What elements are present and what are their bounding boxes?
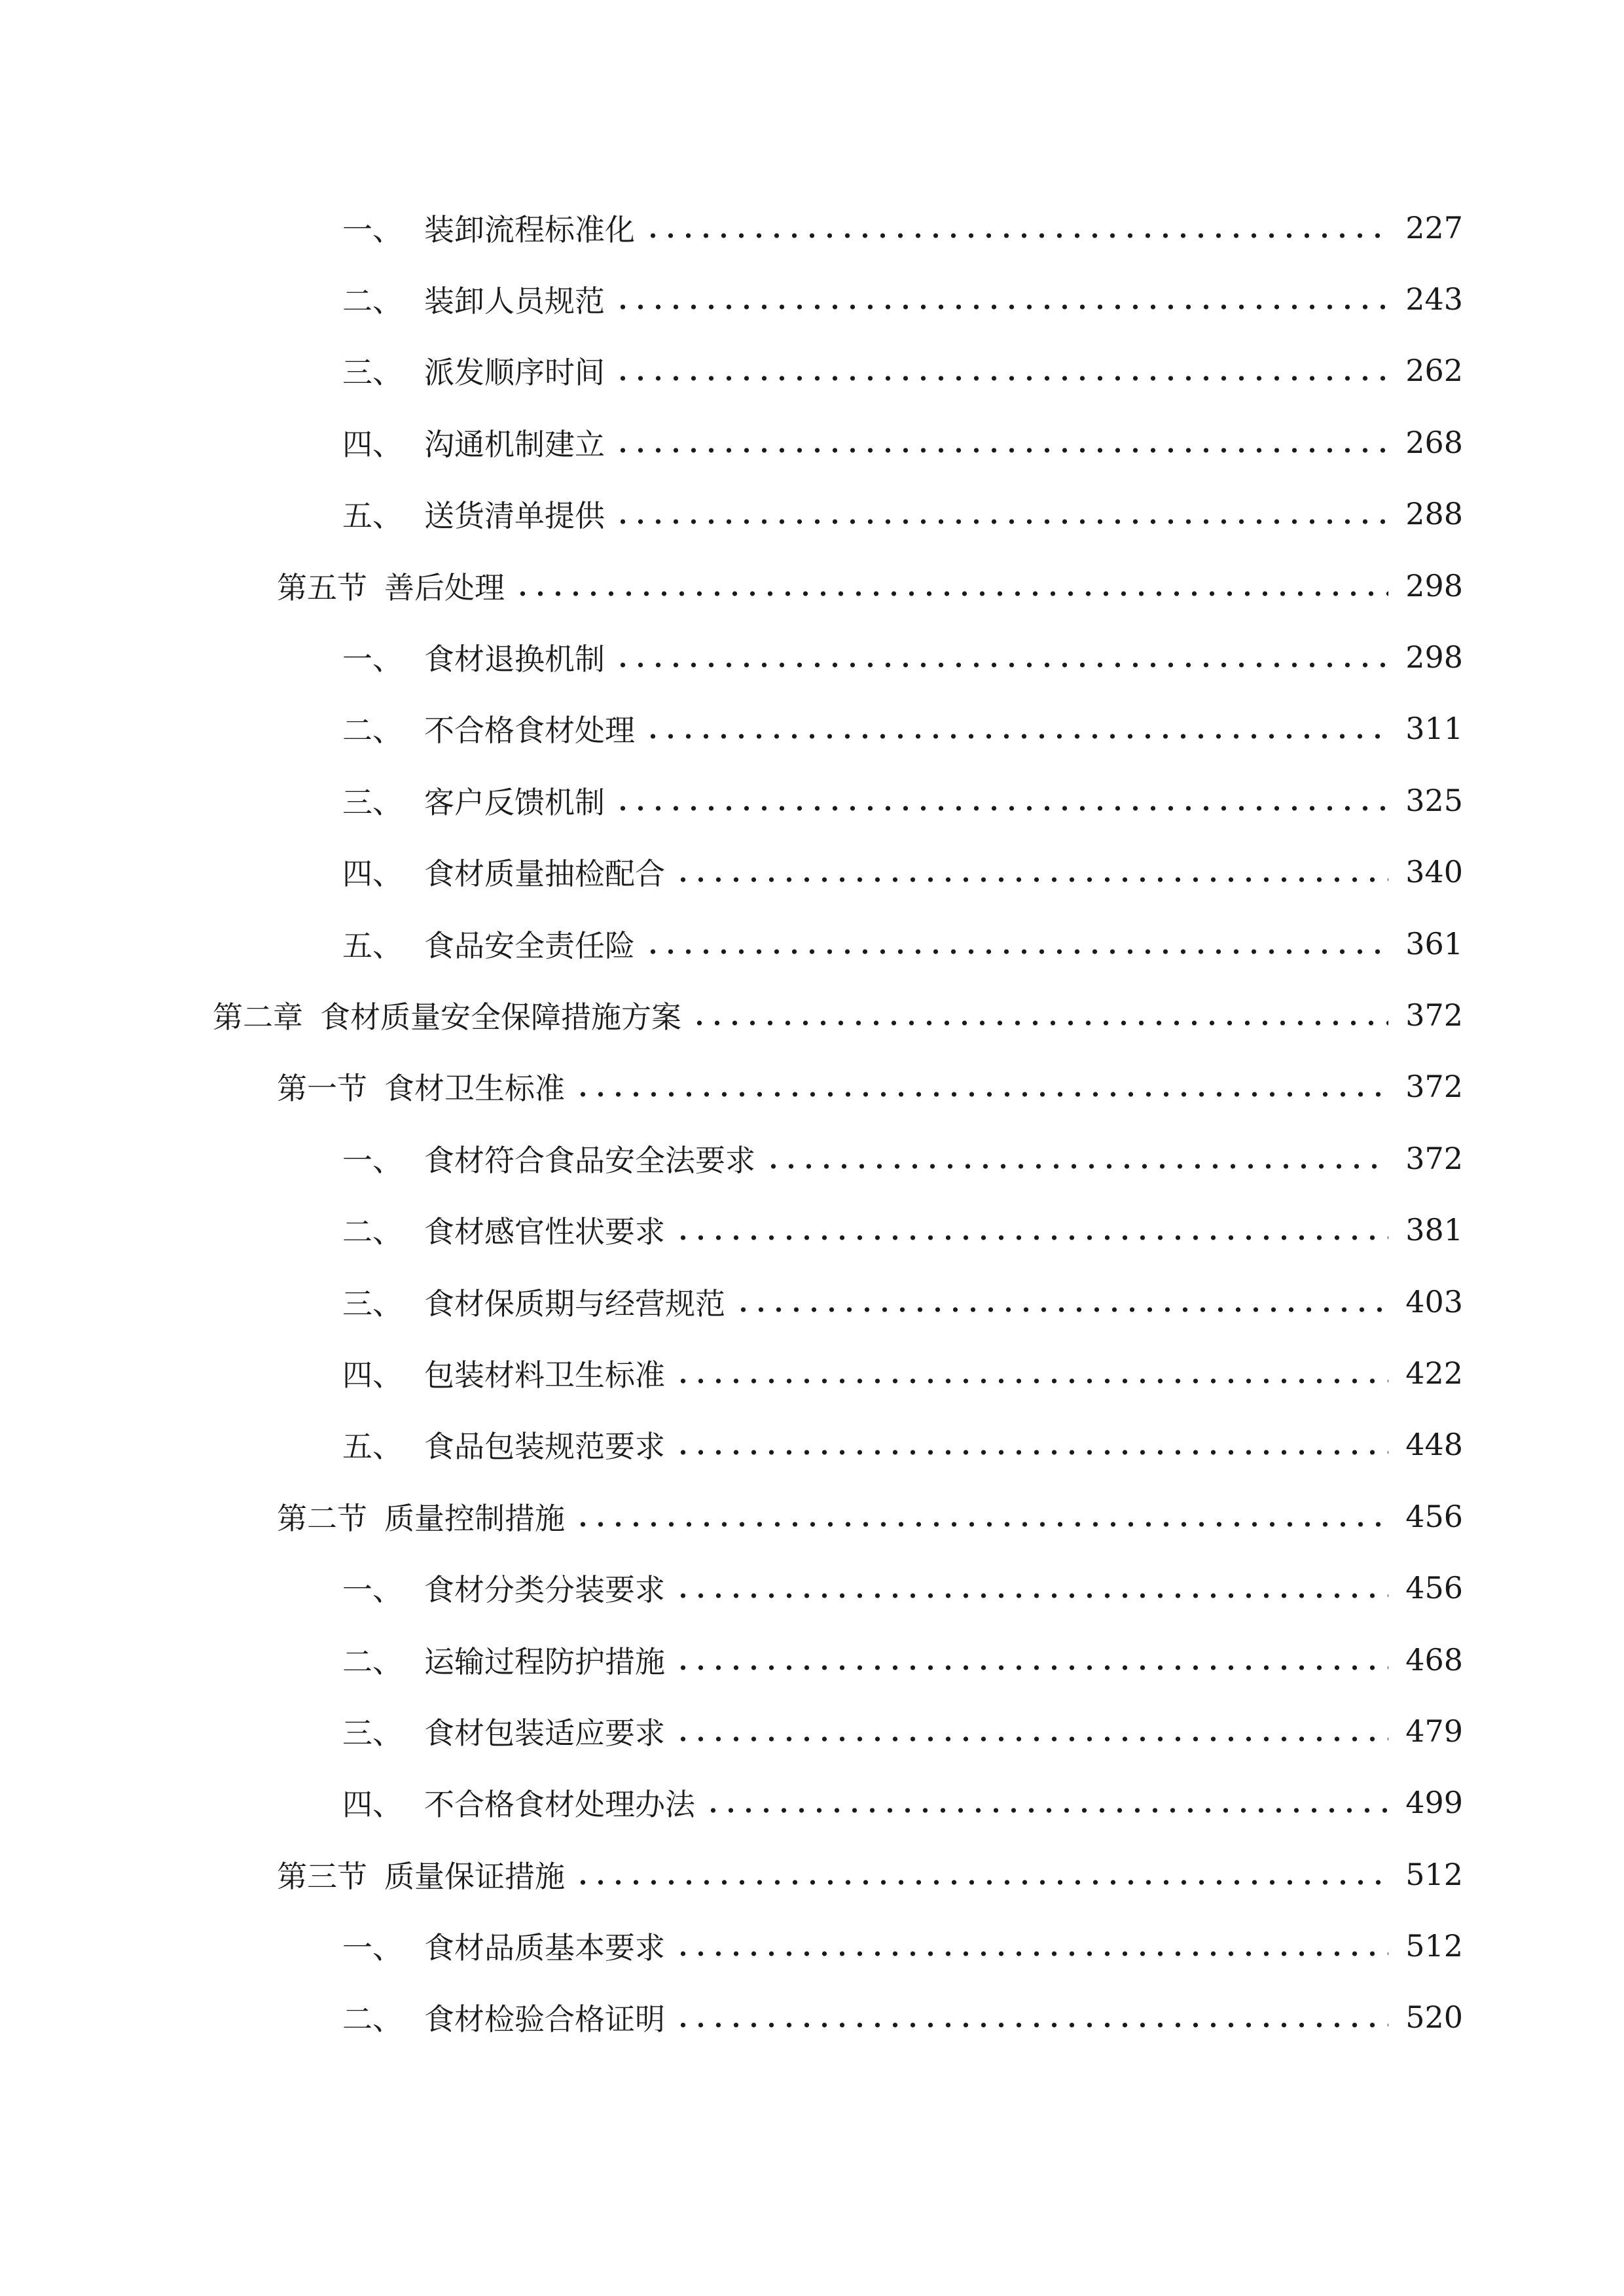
- toc-entry-number: 四、: [342, 426, 403, 462]
- toc-entry-number: 第一节: [277, 1071, 367, 1107]
- toc-entry-number: 一、: [342, 1572, 403, 1608]
- dot-leader: [614, 375, 1388, 382]
- toc-entry-title: 食材分类分装要求: [424, 1572, 665, 1608]
- toc-entry-page-number: 381: [1405, 1212, 1463, 1248]
- toc-entry-page-number: 298: [1405, 567, 1463, 603]
- toc-entry-title: 食材保质期与经营规范: [424, 1285, 725, 1321]
- toc-entry-heading: [0, 1566, 665, 1609]
- toc-entry-number: 二、: [342, 1643, 403, 1679]
- dot-leader: [734, 1306, 1388, 1313]
- toc-entry-heading: [0, 850, 665, 893]
- toc-entry-page-number: 372: [1405, 1140, 1463, 1176]
- toc-entry-item[interactable]: [0, 908, 1624, 979]
- toc-entry-heading: [0, 779, 605, 822]
- toc-entry-item[interactable]: [0, 1767, 1624, 1839]
- toc-entry-item[interactable]: [0, 335, 1624, 406]
- toc-entry-item[interactable]: [0, 406, 1624, 478]
- toc-entry-title: 沟通机制建立: [424, 426, 605, 462]
- toc-entry-heading: [0, 349, 605, 392]
- toc-entry-item[interactable]: [0, 1337, 1624, 1408]
- toc-entry-number: 第二章: [213, 999, 303, 1035]
- toc-entry-title: 食材品质基本要求: [424, 1930, 665, 1966]
- toc-entry-heading: [0, 564, 505, 607]
- dot-leader: [674, 1736, 1388, 1742]
- dot-leader: [674, 1378, 1388, 1384]
- toc-entry-item[interactable]: [0, 1552, 1624, 1623]
- toc-entry-page-number: 311: [1405, 711, 1463, 747]
- toc-entry-page-number: 243: [1405, 281, 1463, 317]
- toc-entry-title: 食材检验合格证明: [424, 2001, 665, 2037]
- toc-entry-title: 装卸流程标准化: [424, 211, 635, 247]
- toc-entry-title: 食品包装规范要求: [424, 1429, 665, 1465]
- toc-entry-title: 包装材料卫生标准: [424, 1357, 665, 1393]
- toc-entry-number: 二、: [342, 283, 403, 319]
- toc-entry-heading: [0, 421, 605, 464]
- toc-entry-page-number: 325: [1405, 782, 1463, 818]
- dot-leader: [691, 1020, 1388, 1026]
- toc-entry-heading: [0, 1781, 695, 1824]
- dot-leader: [674, 1664, 1388, 1671]
- toc-entry-item[interactable]: [0, 1266, 1624, 1337]
- dot-leader: [574, 1521, 1388, 1528]
- toc-entry-number: 三、: [342, 784, 403, 820]
- toc-entry-heading: [0, 1137, 755, 1180]
- toc-entry-number: 二、: [342, 713, 403, 749]
- dot-leader: [644, 733, 1388, 740]
- toc-entry-page-number: 340: [1405, 854, 1463, 890]
- toc-entry-title: 运输过程防护措施: [424, 1643, 665, 1679]
- table-of-contents: [0, 192, 1624, 2053]
- toc-entry-title: 不合格食材处理办法: [424, 1787, 695, 1823]
- toc-entry-section[interactable]: [0, 1051, 1624, 1122]
- dot-leader: [574, 1879, 1388, 1886]
- toc-entry-heading: [0, 707, 635, 750]
- toc-entry-number: 四、: [342, 856, 403, 892]
- toc-entry-heading: [0, 922, 635, 965]
- toc-entry-page-number: 268: [1405, 424, 1463, 460]
- toc-entry-item[interactable]: [0, 1910, 1624, 1981]
- toc-entry-title: 质量保证措施: [384, 1858, 565, 1894]
- dot-leader: [704, 1807, 1388, 1814]
- toc-entry-heading: [0, 1710, 665, 1753]
- toc-entry-number: 三、: [342, 1715, 403, 1751]
- toc-entry-title: 食材感官性状要求: [424, 1214, 665, 1250]
- toc-entry-title: 食材质量安全保障措施方案: [320, 999, 681, 1035]
- toc-entry-number: 二、: [342, 1214, 403, 1250]
- toc-entry-item[interactable]: [0, 1122, 1624, 1194]
- toc-entry-title: 派发顺序时间: [424, 355, 605, 391]
- toc-entry-page-number: 372: [1405, 1069, 1463, 1105]
- toc-entry-title: 送货清单提供: [424, 498, 605, 534]
- toc-entry-heading: [0, 1924, 665, 1967]
- dot-leader: [674, 876, 1388, 883]
- toc-entry-page-number: 448: [1405, 1427, 1463, 1463]
- dot-leader: [674, 1592, 1388, 1599]
- toc-entry-page-number: 288: [1405, 496, 1463, 532]
- toc-entry-title: 质量控制措施: [384, 1500, 565, 1536]
- dot-leader: [614, 805, 1388, 812]
- toc-entry-number: 四、: [342, 1787, 403, 1823]
- toc-entry-title: 食材卫生标准: [384, 1071, 565, 1107]
- toc-entry-number: 三、: [342, 355, 403, 391]
- toc-entry-page-number: 456: [1405, 1498, 1463, 1534]
- toc-entry-title: 食材包装适应要求: [424, 1715, 665, 1751]
- toc-entry-heading: [0, 1280, 725, 1323]
- toc-entry-number: 一、: [342, 1142, 403, 1178]
- dot-leader: [674, 1234, 1388, 1241]
- toc-entry-heading: [0, 1853, 565, 1896]
- toc-entry-page-number: 361: [1405, 925, 1463, 961]
- toc-entry-page-number: 403: [1405, 1283, 1463, 1319]
- dot-leader: [674, 1449, 1388, 1456]
- dot-leader: [574, 1091, 1388, 1098]
- toc-entry-heading: [0, 492, 605, 535]
- toc-entry-item[interactable]: [0, 478, 1624, 550]
- toc-entry-item[interactable]: [0, 836, 1624, 908]
- dot-leader: [644, 948, 1388, 955]
- toc-entry-heading: [0, 1996, 665, 2039]
- toc-entry-section[interactable]: [0, 550, 1624, 621]
- toc-entry-title: 食品安全责任险: [424, 927, 635, 963]
- toc-entry-number: 五、: [342, 927, 403, 963]
- toc-entry-chapter[interactable]: [0, 979, 1624, 1050]
- toc-entry-heading: [0, 206, 635, 249]
- dot-leader: [674, 1950, 1388, 1957]
- toc-entry-item[interactable]: [0, 1194, 1624, 1265]
- toc-entry-heading: [0, 636, 605, 679]
- toc-entry-page-number: 468: [1405, 1641, 1463, 1677]
- toc-entry-page-number: 479: [1405, 1713, 1463, 1749]
- toc-entry-title: 食材退换机制: [424, 641, 605, 677]
- toc-entry-title: 善后处理: [384, 569, 505, 605]
- toc-entry-page-number: 499: [1405, 1785, 1463, 1821]
- toc-entry-section[interactable]: [0, 1480, 1624, 1552]
- toc-entry-page-number: 512: [1405, 1928, 1463, 1964]
- toc-entry-number: 一、: [342, 1930, 403, 1966]
- toc-entry-page-number: 512: [1405, 1856, 1463, 1892]
- dot-leader: [644, 232, 1388, 239]
- dot-leader: [614, 518, 1388, 525]
- toc-entry-item[interactable]: [0, 263, 1624, 334]
- dot-leader: [614, 447, 1388, 454]
- toc-entry-heading: [0, 1423, 665, 1466]
- toc-entry-number: 一、: [342, 211, 403, 247]
- dot-leader: [765, 1163, 1388, 1170]
- dot-leader: [614, 662, 1388, 668]
- toc-entry-number: 三、: [342, 1285, 403, 1321]
- toc-entry-item[interactable]: [0, 764, 1624, 836]
- toc-entry-item[interactable]: [0, 621, 1624, 692]
- toc-entry-heading: [0, 994, 681, 1037]
- toc-entry-item[interactable]: [0, 192, 1624, 263]
- toc-entry-title: 食材符合食品安全法要求: [424, 1142, 755, 1178]
- toc-entry-heading: [0, 1065, 565, 1108]
- toc-entry-page-number: 422: [1405, 1355, 1463, 1391]
- toc-entry-heading: [0, 278, 605, 321]
- toc-entry-page-number: 298: [1405, 639, 1463, 675]
- toc-entry-title: 食材质量抽检配合: [424, 856, 665, 892]
- toc-entry-title: 不合格食材处理: [424, 713, 635, 749]
- toc-entry-item[interactable]: [0, 1695, 1624, 1767]
- toc-entry-title: 装卸人员规范: [424, 283, 605, 319]
- toc-entry-number: 第三节: [277, 1858, 367, 1894]
- dot-leader: [674, 2022, 1388, 2028]
- toc-entry-heading: [0, 1208, 665, 1251]
- toc-entry-item[interactable]: [0, 1409, 1624, 1480]
- toc-entry-section[interactable]: [0, 1839, 1624, 1910]
- toc-entry-page-number: 227: [1405, 209, 1463, 245]
- toc-entry-number: 第五节: [277, 569, 367, 605]
- toc-entry-heading: [0, 1495, 565, 1538]
- toc-entry-number: 第二节: [277, 1500, 367, 1536]
- toc-entry-item[interactable]: [0, 1982, 1624, 2053]
- dot-leader: [614, 304, 1388, 310]
- dot-leader: [514, 590, 1388, 597]
- toc-entry-number: 五、: [342, 498, 403, 534]
- toc-entry-heading: [0, 1352, 665, 1395]
- toc-entry-number: 五、: [342, 1429, 403, 1465]
- toc-entry-number: 一、: [342, 641, 403, 677]
- toc-entry-page-number: 372: [1405, 997, 1463, 1033]
- toc-entry-page-number: 456: [1405, 1570, 1463, 1606]
- toc-entry-item[interactable]: [0, 1624, 1624, 1695]
- toc-entry-heading: [0, 1638, 665, 1681]
- toc-entry-number: 四、: [342, 1357, 403, 1393]
- toc-entry-title: 客户反馈机制: [424, 784, 605, 820]
- toc-entry-number: 二、: [342, 2001, 403, 2037]
- toc-entry-page-number: 520: [1405, 2000, 1463, 2036]
- toc-entry-item[interactable]: [0, 693, 1624, 764]
- toc-entry-page-number: 262: [1405, 353, 1463, 389]
